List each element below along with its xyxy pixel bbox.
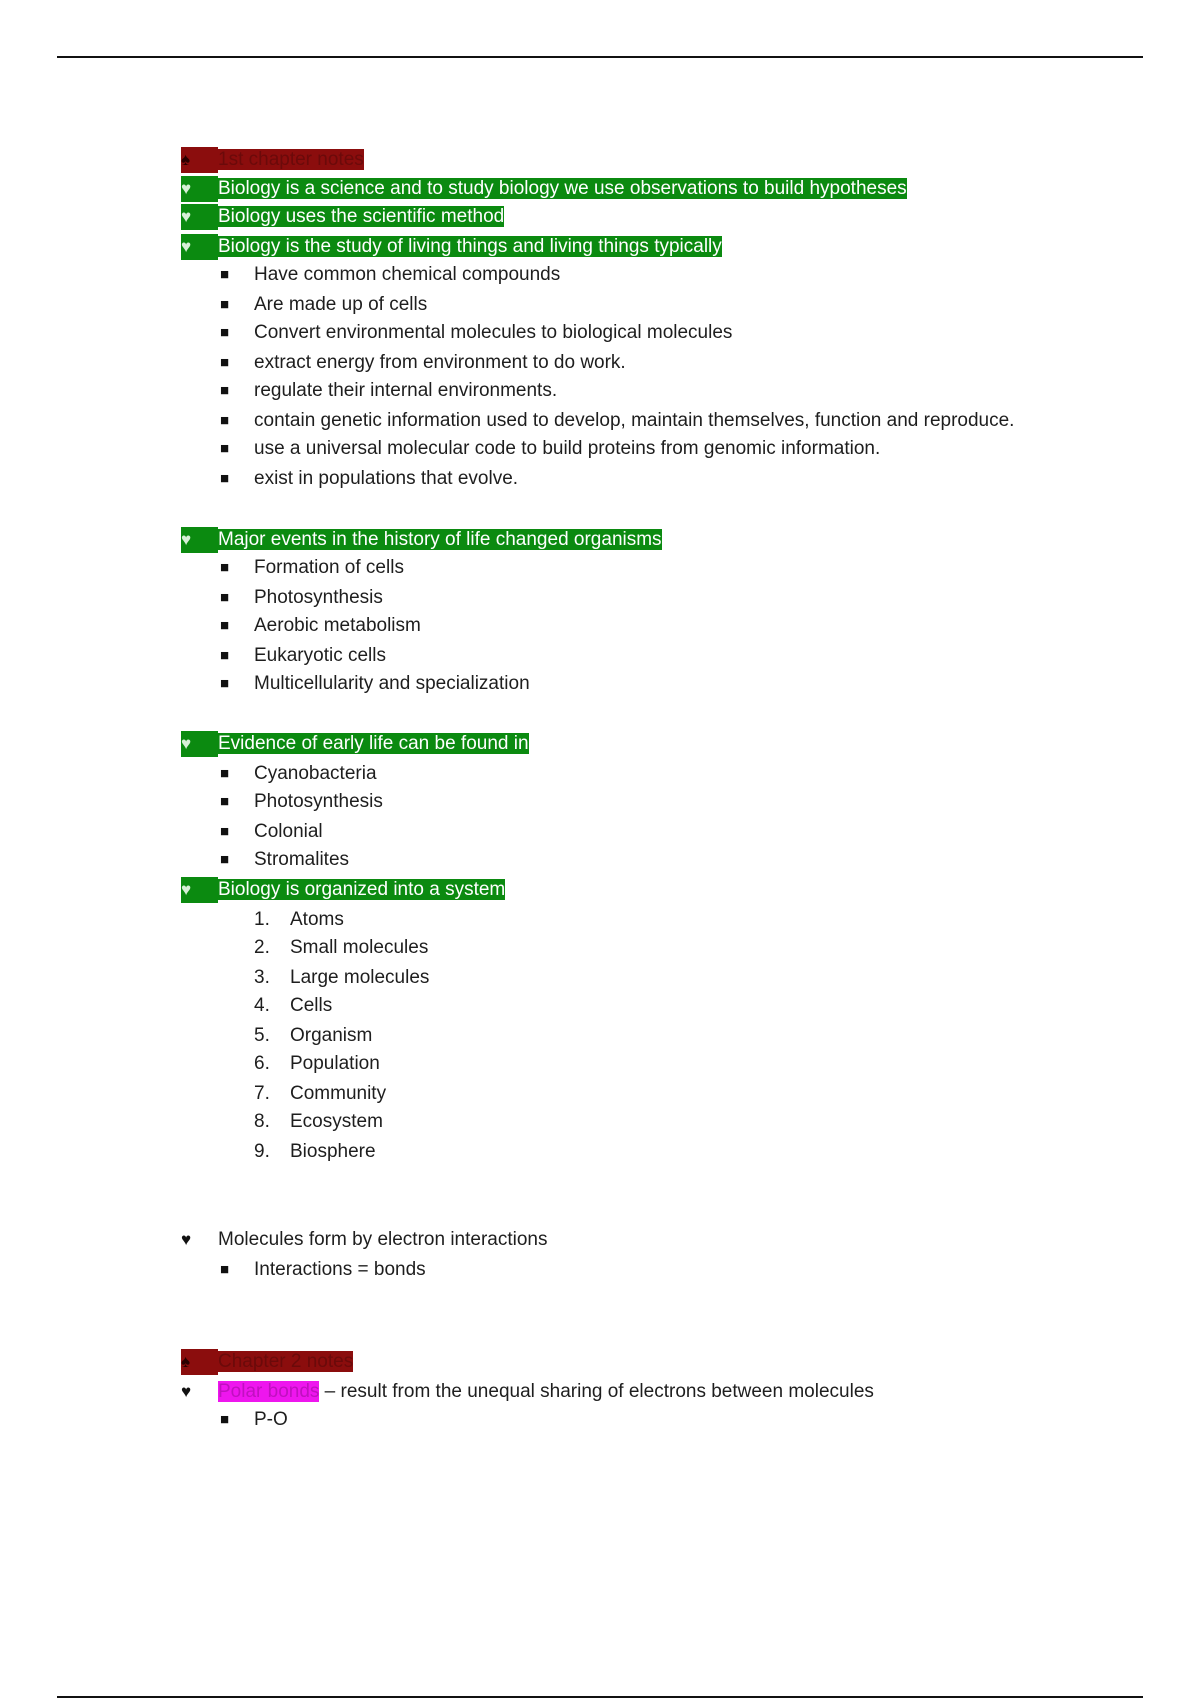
chapter-1-heading: ♠ 1st chapter notes [181,147,364,173]
heart-bullet-icon: ♥ [181,1230,192,1249]
footer-rule [57,1696,1143,1698]
list-item: ■ Interactions = bonds [220,1257,426,1283]
point-2: ♥ Biology uses the scientific method [181,204,504,230]
square-bullet-icon: ■ [220,793,230,810]
square-bullet-icon: ■ [220,765,230,782]
square-bullet-icon: ■ [220,675,230,692]
chapter-2-heading: ♠ Chapter 2 notes [181,1349,353,1375]
major-events-heading: ♥ Major events in the history of life changed organisms [181,527,662,553]
list-item: ■ Stromalites [220,847,349,873]
square-bullet-icon: ■ [220,851,230,868]
heart-bullet-icon: ♥ [181,731,218,757]
polar-bonds-line: ♥ Polar bonds – result from the unequal sharing of electrons between molecules [181,1379,874,1405]
point-1: ♥ Biology is a science and to study biology we use observations to build hypotheses [181,176,907,202]
spade-bullet-icon: ♠ [181,147,218,173]
header-rule [57,56,1143,58]
list-item: ■ Photosynthesis [220,789,383,815]
square-bullet-icon: ■ [220,296,230,313]
list-item: ■ regulate their internal environments. [220,378,557,404]
numbered-item: 1. Atoms [254,909,344,930]
list-item: ■ Photosynthesis [220,585,383,611]
early-life-heading: ♥ Evidence of early life can be found in [181,731,529,757]
list-item: ■ Eukaryotic cells [220,643,386,669]
list-item: ■ Colonial [220,819,323,845]
numbered-item: 7. Community [254,1083,387,1104]
polar-bonds-term: Polar bonds [218,1381,320,1402]
square-bullet-icon: ■ [220,823,230,840]
list-item: ■ Aerobic metabolism [220,613,421,639]
list-item: ■ Are made up of cells [220,292,427,318]
square-bullet-icon: ■ [220,382,230,399]
list-item: ■ Formation of cells [220,555,404,581]
molecules-heading: ♥ Molecules form by electron interactions [181,1227,547,1253]
square-bullet-icon: ■ [220,324,230,341]
square-bullet-icon: ■ [220,1411,230,1428]
square-bullet-icon: ■ [220,589,230,606]
list-item: ■ Cyanobacteria [220,761,377,787]
list-item: ■ Have common chemical compounds [220,262,560,288]
square-bullet-icon: ■ [220,470,230,487]
spade-bullet-icon: ♠ [181,1349,218,1375]
list-item: ■ exist in populations that evolve. [220,466,518,492]
list-item: ■ use a universal molecular code to build proteins from genomic information. [220,436,880,462]
numbered-item: 5. Organism [254,1025,373,1046]
square-bullet-icon: ■ [220,266,230,283]
list-item: ■ P-O [220,1407,288,1433]
heart-bullet-icon: ♥ [181,1382,192,1401]
organized-heading: ♥ Biology is organized into a system [181,877,505,903]
numbered-item: 3. Large molecules [254,967,430,988]
square-bullet-icon: ■ [220,1261,230,1278]
list-item: ■ Multicellularity and specialization [220,671,530,697]
square-bullet-icon: ■ [220,354,230,371]
square-bullet-icon: ■ [220,412,230,429]
heart-bullet-icon: ♥ [181,234,218,260]
list-item: ■ contain genetic information used to develop, maintain themselves, function and reproduce. [220,408,1014,434]
square-bullet-icon: ■ [220,559,230,576]
numbered-item: 2. Small molecules [254,937,429,958]
square-bullet-icon: ■ [220,617,230,634]
square-bullet-icon: ■ [220,647,230,664]
point-3: ♥ Biology is the study of living things and living things typically [181,234,722,260]
numbered-item: 9. Biosphere [254,1141,376,1162]
numbered-item: 8. Ecosystem [254,1111,383,1132]
square-bullet-icon: ■ [220,440,230,457]
numbered-item: 4. Cells [254,995,333,1016]
heart-bullet-icon: ♥ [181,176,218,202]
list-item: ■ Convert environmental molecules to biological molecules [220,320,732,346]
heart-bullet-icon: ♥ [181,527,218,553]
numbered-item: 6. Population [254,1053,380,1074]
heart-bullet-icon: ♥ [181,877,218,903]
heart-bullet-icon: ♥ [181,204,218,230]
list-item: ■ extract energy from environment to do work. [220,350,626,376]
